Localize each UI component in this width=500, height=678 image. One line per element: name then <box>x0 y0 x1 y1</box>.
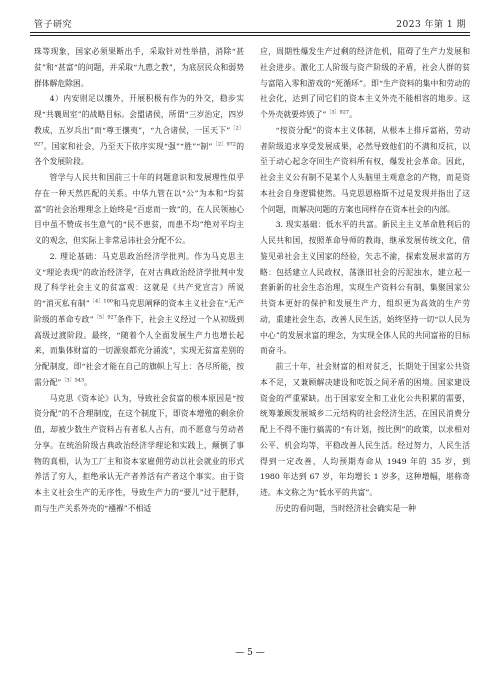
header-rule-thin <box>30 35 470 36</box>
paragraph: “按资分配”的资本主义体制，从根本上排斥富裕，劳动者阶级追求享受发展成果，必然导致他们的不满和反抗，以至于动心起念夺回生产资料所有权，爆发社会革命。因此，社会主义公有制不是某个人头脑里主观意念的产物，而是资本社会自身逻辑使然。马克思恩格斯不过是发现并指出了这个问题，而解决问题的方案也同样存在资本社会的内部。 <box>260 125 470 214</box>
issue-label: 2023 年第 1 期 <box>396 20 466 30</box>
paragraph: 4）内安则足以攘外，开展积极有作为的外交，稳步实现“共襄周室”的战略目标。会盟诸侯，所谓“三岁治定，四岁教成，五岁兵出”而“尊王攘夷”，“九合诸侯，一匡天下”$^{[2]927}$。国家和社会，乃至天下依序实现“强”“胜”“制”$^{[2]972}$的各个发展阶段。 <box>34 94 244 167</box>
running-header <box>34 14 466 30</box>
right-column <box>260 44 470 630</box>
journal-title: 管子研究 <box>34 20 73 30</box>
page-number: — 5 — <box>235 648 265 658</box>
paragraph: 3. 现实基础：低水平的共富。新民主主义革命胜利后的人民共和国，按照革命导师的教诲，继承发展传统文化，借鉴见弟社会主义国家的经验，矢志不渝，探索发展求富的方略：包括建立人民政权，荡涤旧社会的污泥浊水，建立起一套新新的社会生态治理，实现生产资料公有制，集聚国家公共资本更好的保护和发展生产力，组织更为高效的生产劳动，重建社会生态，改善人民生活，始终坚持一切“以人民为中心”的发展求富的理念，为实现全体人民的共同富裕的目标而奋斗。 <box>260 220 470 356</box>
paragraph: 珠等现象，国家必须果断出手，采取针对性举措，消除“甚贫”和“甚富”的问题，并采取“九惠之教”，为底层民众和弱势群体解危除困。 <box>34 47 244 88</box>
left-column <box>34 44 244 630</box>
header-rule-thick <box>30 32 470 33</box>
paragraph: 前三十年，社会财富的相对贫乏，长期处于国家公共资本不足，又兼顾解决建设和吃饭之间矛盾的困境。国家建设资金的严重紧缺。出于国家安全和工业化公共积累的需要，统筹兼顾发展城乡二元结构的社会经济生活，在国民消费分配上不得不施行搞需的“有计划，按比例”的政策，以求相对公平、机会均等，平稳改善人民生活。经过努力，人民生活得到一定改善，人均预期寿命从 1949 年的 35 岁，到 1980 年达到 67 岁，年均增长 1 岁多，这种增幅，堪称奇迹。本文称之为“低水平的共富”。 <box>260 362 470 497</box>
paragraph: 历史的看问题，当时经济社会确实是一种 <box>275 503 416 513</box>
paragraph: 2. 理论基础：马克思政治经济学批判。作为马克思主义“理论表现”的政治经济学，在对古典政治经济学批判中发现了科学社会主义的贫富观：这就是《共产党宣言》所说的“消灭私有制”$^{[4]100}$和马克思阐释的资本主义社会在“无产阶级的革命专政”$^{[5]927}$条件下，社会主义经过一个从初级到高级过渡阶段。最终，“随着个人全面发展生产力也增长起来，而集体财富的一切源泉都充分涌流”，实现无贫富差别的分配制度，即“社会才能在自己的旗帜上写上：各尽所能，按需分配”$^{[3]543}$。 <box>34 251 244 387</box>
paragraph: 管学与人民共和国前三十年的问题意识和发展理性似乎存在一种天然匹配的关系。中华九管在以“公”为本和“均贫富”的社会治理理念上始终是“百虑而一致”的，在人民领袖心目中虽不赞成书生意气的“民不患贫，而患不均”绝对平均主义的观念，但实际上非常忌讳社会分配不公。 <box>34 173 244 245</box>
paragraph: 应，周期性爆发生产过剩的经济危机，阻碍了生产力发展和社会进步。激化工人阶级与资产阶级的矛盾，社会人群的贫与富陷入零和游戏的“死循环”。即“生产资料的集中和劳动的社会化，达到了同它们的资本主义外壳不能相容的地步。这个外壳就要炸毁了”$^{[3]927}$。 <box>260 47 470 119</box>
paragraph: 马克思《资本论》认为，导致社会贫富的根本原因是“按资分配”的不合理制度，在这个制度下，即资本增殖的剩余价值，却被少数生产资料占有者私人占有，而不愿意与劳动者分享。在统治阶级古典政治经济学理论和实践上，颠倒了事物的真相，认为工厂主和资本家雇佣劳动以社会就业的形式养活了穷人，拒绝承认无产者养活有产者这个事实。由于资本主义社会生产的无序性，导致生产力的“要儿”过于肥胖，而与生产关系外壳的“襁褓”不相适 <box>34 393 244 513</box>
